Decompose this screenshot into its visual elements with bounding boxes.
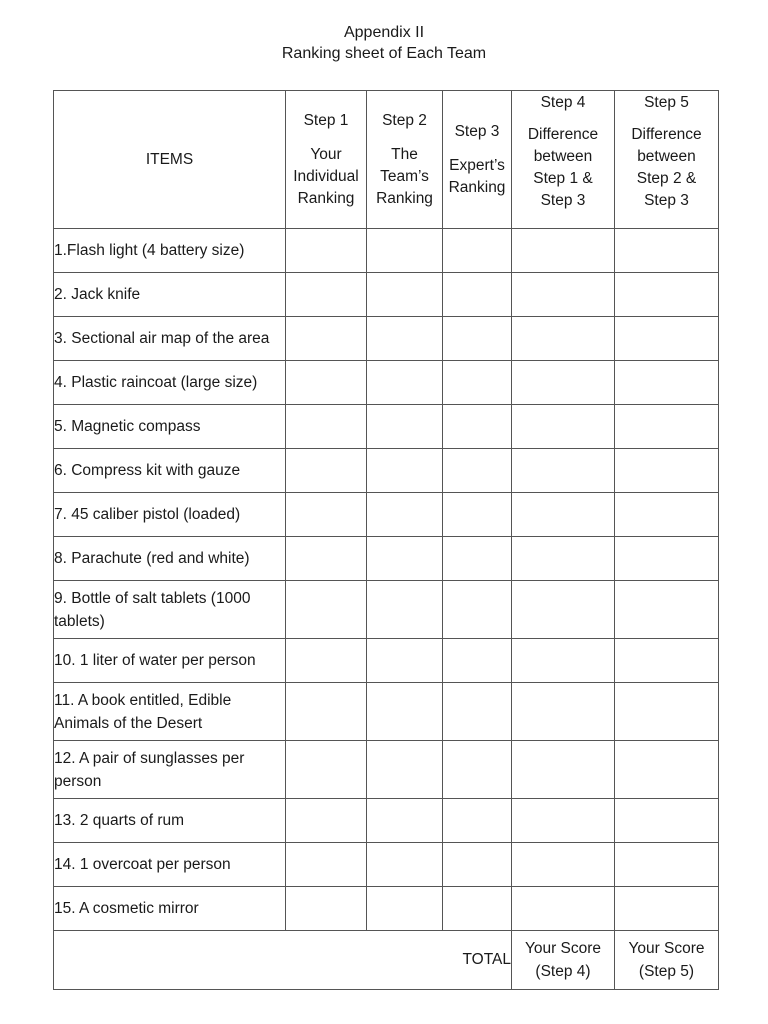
step1-cell[interactable] [286, 449, 367, 493]
ranking-table [53, 90, 719, 990]
step3-cell[interactable] [443, 887, 512, 931]
step4-cell[interactable] [512, 799, 615, 843]
step1-desc: Your [310, 145, 342, 163]
step3-cell[interactable] [443, 581, 512, 639]
step4-cell[interactable] [512, 581, 615, 639]
step3-cell[interactable] [443, 229, 512, 273]
step1-desc: Ranking [297, 189, 355, 207]
step3-label: Step 3 [454, 122, 500, 140]
step1-cell[interactable] [286, 887, 367, 931]
table-row [54, 537, 719, 581]
step5-cell[interactable] [615, 683, 719, 741]
step4-cell[interactable] [512, 405, 615, 449]
step1-cell[interactable] [286, 405, 367, 449]
step4-cell[interactable] [512, 887, 615, 931]
item-label: 13. 2 quarts of rum [54, 799, 286, 843]
step4-label: Step 4 [540, 93, 586, 111]
step5-cell[interactable] [615, 581, 719, 639]
step1-cell[interactable] [286, 229, 367, 273]
step5-cell[interactable] [615, 317, 719, 361]
appendix-title: Appendix II [343, 24, 425, 41]
step5-header [615, 91, 719, 229]
step3-cell[interactable] [443, 405, 512, 449]
step2-cell[interactable] [367, 537, 443, 581]
table-row [54, 405, 719, 449]
total-row [54, 931, 719, 990]
step1-header [286, 91, 367, 229]
step2-cell[interactable] [367, 639, 443, 683]
step5-cell[interactable] [615, 537, 719, 581]
step5-cell[interactable] [615, 639, 719, 683]
step5-cell[interactable] [615, 887, 719, 931]
table-row [54, 493, 719, 537]
step2-desc: Ranking [376, 189, 433, 207]
step4-cell[interactable] [512, 317, 615, 361]
step4-desc: Difference [527, 125, 599, 143]
total-label: TOTAL [54, 931, 512, 990]
item-label: 9. Bottle of salt tablets (1000 tablets) [54, 581, 286, 639]
item-label: 4. Plastic raincoat (large size) [54, 361, 286, 405]
score-step5 [615, 931, 719, 990]
step4-cell[interactable] [512, 361, 615, 405]
table-row [54, 799, 719, 843]
score-step4 [512, 931, 615, 990]
table-row [54, 317, 719, 361]
step1-cell[interactable] [286, 683, 367, 741]
table-row [54, 683, 719, 741]
step5-cell[interactable] [615, 405, 719, 449]
step1-cell[interactable] [286, 741, 367, 799]
table-row [54, 741, 719, 799]
step4-cell[interactable] [512, 683, 615, 741]
step3-cell[interactable] [443, 493, 512, 537]
step4-cell[interactable] [512, 741, 615, 799]
header-row [54, 91, 719, 229]
step2-cell[interactable] [367, 741, 443, 799]
sheet-title: Ranking sheet of Each Team [281, 45, 487, 62]
item-label: 2. Jack knife [54, 273, 286, 317]
step5-desc: Step 3 [644, 191, 689, 209]
step2-cell[interactable] [367, 581, 443, 639]
step2-cell[interactable] [367, 887, 443, 931]
step2-cell[interactable] [367, 317, 443, 361]
step3-cell[interactable] [443, 449, 512, 493]
step4-cell[interactable] [512, 449, 615, 493]
step1-cell[interactable] [286, 317, 367, 361]
step2-cell[interactable] [367, 361, 443, 405]
step1-cell[interactable] [286, 493, 367, 537]
step3-cell[interactable] [443, 799, 512, 843]
step5-cell[interactable] [615, 449, 719, 493]
table-row [54, 639, 719, 683]
score-step4-line: Your Score [524, 940, 602, 957]
document-heading [0, 22, 768, 64]
step2-cell[interactable] [367, 229, 443, 273]
item-label: 8. Parachute (red and white) [54, 537, 286, 581]
step4-cell[interactable] [512, 843, 615, 887]
step5-label: Step 5 [644, 93, 689, 111]
step1-cell[interactable] [286, 799, 367, 843]
step3-desc: Expert’s [449, 156, 505, 174]
step1-cell[interactable] [286, 843, 367, 887]
step3-cell[interactable] [443, 639, 512, 683]
step1-cell[interactable] [286, 639, 367, 683]
step3-cell[interactable] [443, 273, 512, 317]
step1-cell[interactable] [286, 537, 367, 581]
item-label: 10. 1 liter of water per person [54, 639, 286, 683]
step4-header [512, 91, 615, 229]
step4-desc: Step 3 [540, 191, 586, 209]
table-row [54, 273, 719, 317]
step5-cell[interactable] [615, 799, 719, 843]
step4-cell[interactable] [512, 537, 615, 581]
step4-desc: between [533, 147, 593, 165]
item-label: 15. A cosmetic mirror [54, 887, 286, 931]
step3-cell[interactable] [443, 537, 512, 581]
step1-cell[interactable] [286, 273, 367, 317]
step2-desc: The [391, 145, 418, 163]
step2-cell[interactable] [367, 405, 443, 449]
step5-cell[interactable] [615, 229, 719, 273]
step5-cell[interactable] [615, 273, 719, 317]
step2-desc: Team’s [380, 167, 429, 185]
step1-desc: Individual [293, 167, 359, 185]
item-label: 3. Sectional air map of the area [54, 317, 286, 361]
step1-label: Step 1 [303, 111, 349, 129]
table-row [54, 361, 719, 405]
step1-cell[interactable] [286, 581, 367, 639]
step2-cell[interactable] [367, 493, 443, 537]
step2-cell[interactable] [367, 273, 443, 317]
step3-cell[interactable] [443, 683, 512, 741]
table-row [54, 449, 719, 493]
item-label: 1.Flash light (4 battery size) [54, 229, 286, 273]
table-row [54, 887, 719, 931]
step2-cell[interactable] [367, 683, 443, 741]
step5-desc: between [637, 147, 696, 165]
step5-cell[interactable] [615, 361, 719, 405]
step4-cell[interactable] [512, 229, 615, 273]
step5-cell[interactable] [615, 493, 719, 537]
step5-desc: Step 2 & [636, 169, 697, 187]
score-step5-line: (Step 5) [638, 963, 695, 980]
step5-cell[interactable] [615, 741, 719, 799]
step4-desc: Step 1 & [533, 169, 593, 187]
step3-cell[interactable] [443, 843, 512, 887]
step2-header [367, 91, 443, 229]
step2-cell[interactable] [367, 449, 443, 493]
step3-cell[interactable] [443, 317, 512, 361]
step3-desc: Ranking [448, 178, 506, 196]
step5-cell[interactable] [615, 843, 719, 887]
step3-header [443, 91, 512, 229]
step2-cell[interactable] [367, 843, 443, 887]
step2-label: Step 2 [382, 111, 427, 129]
score-step4-line: (Step 4) [535, 963, 591, 980]
step3-cell[interactable] [443, 361, 512, 405]
step4-cell[interactable] [512, 273, 615, 317]
item-label: 7. 45 caliber pistol (loaded) [54, 493, 286, 537]
table-row [54, 843, 719, 887]
item-label: 11. A book entitled, Edible Animals of the Desert [54, 683, 286, 741]
step2-cell[interactable] [367, 799, 443, 843]
step1-cell[interactable] [286, 361, 367, 405]
step4-cell[interactable] [512, 493, 615, 537]
items-header: ITEMS [54, 91, 286, 229]
item-label: 12. A pair of sunglasses per person [54, 741, 286, 799]
step3-cell[interactable] [443, 741, 512, 799]
step5-desc: Difference [631, 125, 702, 143]
step4-cell[interactable] [512, 639, 615, 683]
table-row [54, 581, 719, 639]
item-label: 6. Compress kit with gauze [54, 449, 286, 493]
score-step5-line: Your Score [628, 940, 705, 957]
item-label: 14. 1 overcoat per person [54, 843, 286, 887]
table-row [54, 229, 719, 273]
item-label: 5. Magnetic compass [54, 405, 286, 449]
